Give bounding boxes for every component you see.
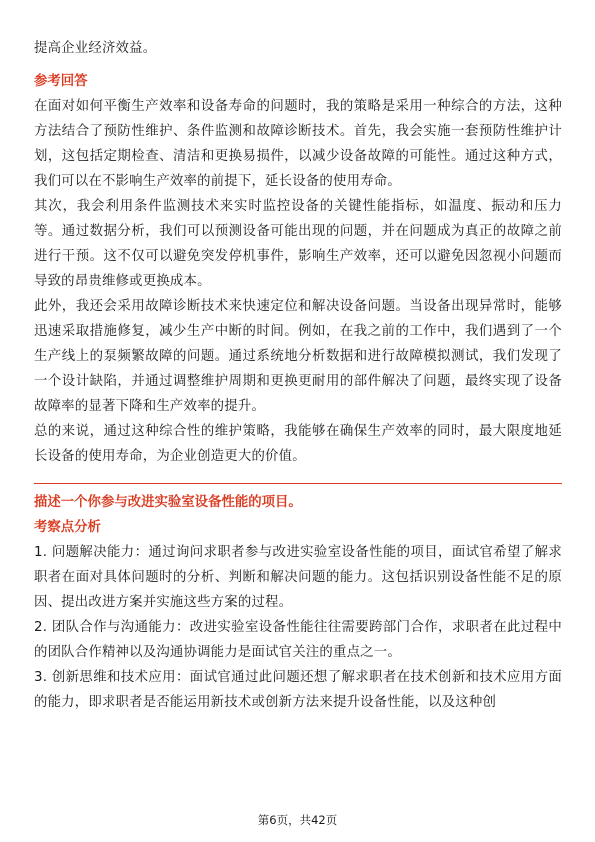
document-page (34, 36, 562, 715)
answer-paragraph: 其次，我会利用条件监测技术来实时监控设备的关键性能指标，如温度、振动和压力等。通过数据分析，我们可以预测设备可能出现的问题，并在问题成为真正的故障之前进行干预。这不仅可以避免突发停机事件，影响生产效率，还可以避免因忽视小问题而导致的昂贵维修或更换成本。 (34, 199, 562, 289)
section-divider (34, 483, 562, 484)
answer-paragraph: 总的来说，通过这种综合性的维护策略，我能够在确保生产效率的同时，最大限度地延长设备的使用寿命，为企业创造更大的价值。 (34, 424, 562, 464)
answer-paragraph: 此外，我还会采用故障诊断技术来快速定位和解决设备问题。当设备出现异常时，能够迅速采取措施修复，减少生产中断的时间。例如，在我之前的工作中，我们遇到了一个生产线上的泵频繁故障的问题。通过系统地分析数据和进行故障模拟测试，我们发现了一个设计缺陷，并通过调整维护周期和更换更耐用的部件解决了问题，最终实现了设备故障率的显著下降和生产效率的提升。 (34, 299, 562, 414)
analysis-label: 考察点分析 (34, 520, 101, 535)
analysis-item: 1. 问题解决能力：通过询问求职者参与改进实验室设备性能的项目，面试官希望了解求职者在面对具体问题时的分析、判断和解决问题的能力。这包括识别设备性能不足的原因、提出改进方案并实施这些方案的过程。 (34, 545, 562, 610)
intro-tail-text: 提高企业经济效益。 (34, 41, 157, 56)
analysis-item: 3. 创新思维和技术应用：面试官通过此问题还想了解求职者在技术创新和技术应用方面的能力，即求职者是否能运用新技术或创新方法来提升设备性能，以及这种创 (34, 670, 562, 710)
answer-label: 参考回答 (34, 74, 88, 89)
page-number-footer: 第6页，共42页 (257, 813, 338, 827)
analysis-item: 2. 团队合作与沟通能力：改进实验室设备性能往往需要跨部门合作，求职者在此过程中的团队合作精神以及沟通协调能力是面试官关注的重点之一。 (34, 620, 562, 660)
answer-paragraph: 在面对如何平衡生产效率和设备寿命的问题时，我的策略是采用一种综合的方法，这种方法结合了预防性维护、条件监测和故障诊断技术。首先，我会实施一套预防性维护计划，这包括定期检查、清洁和更换易损件，以减少设备故障的可能性。通过这种方式，我们可以在不影响生产效率的前提下，延长设备的使用寿命。 (34, 99, 562, 189)
question-heading: 描述一个你参与改进实验室设备性能的项目。 (34, 495, 302, 510)
